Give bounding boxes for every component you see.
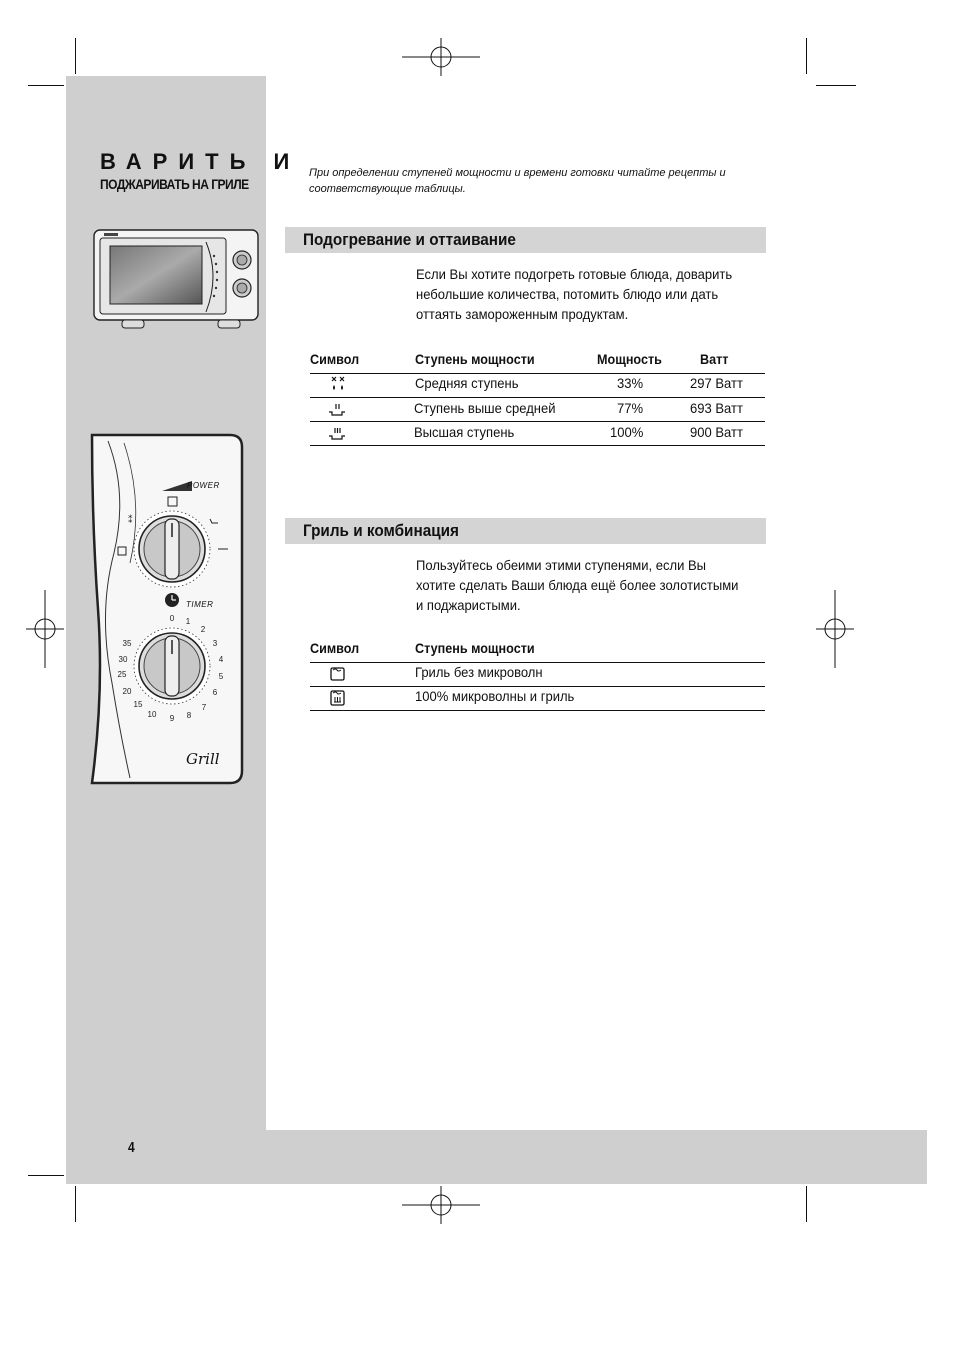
svg-text:⁑: ⁑ <box>128 516 133 526</box>
page-subtitle: ПОДЖАРИВАТЬ НА ГРИЛЕ <box>100 176 249 192</box>
crop-mark <box>75 1186 76 1222</box>
section-title-reheat: Подогревание и оттаивание <box>303 230 516 249</box>
svg-text:5: 5 <box>218 672 224 681</box>
column-header-symbol: Символ <box>310 351 360 367</box>
svg-text:30: 30 <box>118 655 128 664</box>
intro-text: При определении ступеней мощности и времени готовки читайте рецепты и соответствующие таблицы. <box>309 167 726 195</box>
microwave-illustration <box>92 228 262 332</box>
table-cell-percent: 100% <box>610 424 644 440</box>
section-paragraph-reheat: Если Вы хотите подогреть готовые блюда, доварить небольшие количества, потомить блюдо или дать оттаять замороженным продуктам. <box>416 266 733 322</box>
power-label: POWER <box>187 481 220 490</box>
timer-label: TIMER <box>186 600 214 609</box>
table-cell-level: 100% микроволны и гриль <box>415 688 575 704</box>
svg-text:6: 6 <box>212 688 218 697</box>
table-rule <box>310 421 765 422</box>
registration-mark <box>26 590 64 668</box>
table-rule <box>310 373 765 374</box>
table-cell-watts: 900 Ватт <box>690 424 743 440</box>
column-header-level: Ступень мощности <box>415 351 535 367</box>
medium-high-icon <box>327 400 347 418</box>
svg-text:20: 20 <box>122 687 132 696</box>
svg-text:9: 9 <box>169 714 175 723</box>
table-cell-level: Средняя ступень <box>415 375 519 391</box>
crop-mark <box>816 85 856 86</box>
column-header-level: Ступень мощности <box>415 640 535 656</box>
defrost-icon <box>328 375 348 393</box>
control-panel-illustration <box>90 433 245 785</box>
column-header-symbol: Символ <box>310 640 360 656</box>
footer-band <box>266 1130 927 1184</box>
svg-text:2: 2 <box>200 625 206 634</box>
combi-grill-icon <box>328 689 348 707</box>
table-cell-percent: 77% <box>617 400 644 416</box>
svg-text:10: 10 <box>147 710 157 719</box>
section-paragraph-grill: Пользуйтесь обеими этими ступенями, если Вы хотите сделать Ваши блюда ещё более золотистыми и поджаристыми. <box>416 557 739 613</box>
crop-mark <box>806 38 807 74</box>
registration-mark <box>816 590 854 668</box>
registration-mark <box>402 38 480 76</box>
page-title: ВАРИТЬ И <box>100 149 301 174</box>
table-rule <box>310 686 765 687</box>
crop-mark <box>28 1175 64 1176</box>
svg-text:1: 1 <box>185 617 191 626</box>
section-title-grill: Гриль и комбинация <box>303 521 459 540</box>
table-cell-watts: 297 Ватт <box>690 375 743 391</box>
grill-logo: Grill <box>186 750 220 768</box>
svg-text:25: 25 <box>117 670 127 679</box>
crop-mark <box>806 1186 807 1222</box>
registration-mark <box>402 1186 480 1224</box>
table-rule <box>310 445 765 446</box>
svg-text:35: 35 <box>122 639 132 648</box>
svg-text:8: 8 <box>186 711 192 720</box>
table-cell-level: Высшая ступень <box>414 424 515 440</box>
svg-text:0: 0 <box>169 614 175 623</box>
table-cell-level: Гриль без микроволн <box>415 664 543 680</box>
svg-text:3: 3 <box>212 639 218 648</box>
table-cell-watts: 693 Ватт <box>690 400 743 416</box>
svg-text:7: 7 <box>201 703 207 712</box>
page-number: 4 <box>128 1139 135 1156</box>
table-rule <box>310 397 765 398</box>
column-header-watts: Ватт <box>700 351 729 367</box>
high-power-icon <box>327 424 347 442</box>
table-cell-percent: 33% <box>617 375 644 391</box>
svg-text:4: 4 <box>218 655 224 664</box>
crop-mark <box>75 38 76 74</box>
table-rule <box>310 662 765 663</box>
svg-text:15: 15 <box>133 700 143 709</box>
column-header-power: Мощность <box>597 351 662 367</box>
grill-icon <box>328 665 348 683</box>
table-cell-level: Ступень выше средней <box>414 400 556 416</box>
table-rule <box>310 710 765 711</box>
crop-mark <box>28 85 64 86</box>
